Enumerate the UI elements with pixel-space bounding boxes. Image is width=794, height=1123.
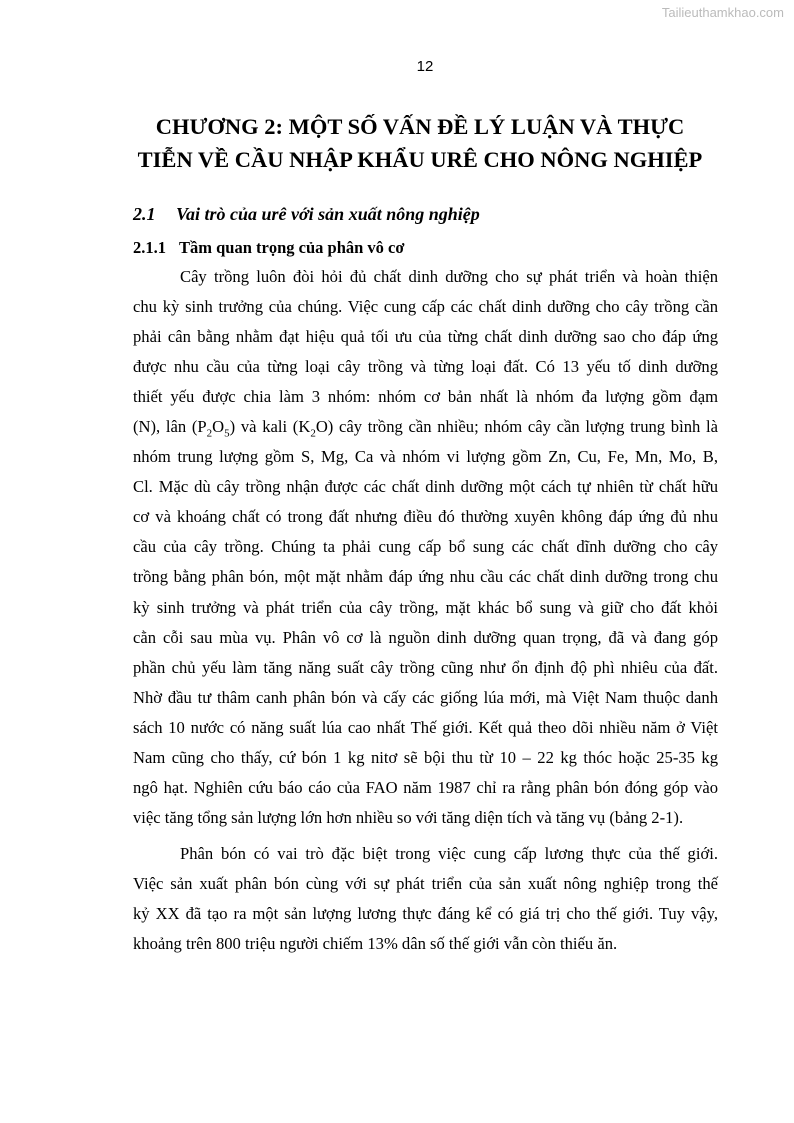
text-line: Nam cũng cho thấy, cứ bón 1 kg nitơ sẽ bội thu từ 10 – 22 kg thóc hoặc 25-35 kg xyxy=(133,747,718,767)
subsection-title: Tầm quan trọng của phân vô cơ xyxy=(179,238,405,257)
section-title: Vai trò của urê với sản xuất nông nghiệp xyxy=(176,204,480,224)
text-line: cơ và khoáng chất có trong đất nhưng điều đó thường xuyên không đáp ứng đủ nhu xyxy=(133,507,718,527)
text-line: phải cân bằng nhằm đạt hiệu quả tối ưu của từng chất dinh dưỡng sao cho đáp ứng xyxy=(133,327,718,347)
subsection-heading xyxy=(133,238,405,258)
chapter-title xyxy=(100,110,740,176)
text-line: việc tăng tổng sản lượng lớn hơn nhiều so với tăng diện tích và tăng vụ (bảng 2-1). xyxy=(133,807,684,827)
text-line: cầu của cây trồng. Chúng ta phải cung cấp bổ sung các chất dĩnh dưỡng cho cây xyxy=(133,537,718,557)
text-line: nhóm trung lượng gồm S, Mg, Ca và nhóm vi lượng gồm Zn, Cu, Fe, Mn, Mo, B, xyxy=(133,447,718,467)
text-line: phần chủ yếu làm tăng năng suất cây trồng cũng như ổn định độ phì nhiêu của đất. xyxy=(133,657,718,677)
text-line: Nhờ đầu tư thâm canh phân bón và cấy các giống lúa mới, mà Việt Nam thuộc danh xyxy=(133,687,718,707)
text-line: trồng bằng phân bón, một mặt nhằm đáp ứng nhu cầu các chất dinh dưỡng trong chu xyxy=(133,567,718,587)
text-line: kỷ XX đã tạo ra một sản lượng lương thực đáng kể có giá trị cho thế giới. Tuy vậy, xyxy=(133,904,718,924)
text-line: (N), lân $(P_2O_5)$ và kali $(K_2O)$ cây trồng cần nhiều; nhóm cây cần lượng trung bình là xyxy=(133,417,718,440)
paragraph-2 xyxy=(133,839,718,959)
text-line: Cây trồng luôn đòi hỏi đủ chất dinh dưỡng cho sự phát triển và hoàn thiện xyxy=(180,267,718,286)
text-line: ngô hạt. Nghiên cứu báo cáo của FAO năm 1987 chỉ ra rằng phân bón đóng góp vào xyxy=(133,777,718,797)
text-line: Việc sản xuất phân bón cùng với sự phát triển của sản xuất nông nghiệp trong thế xyxy=(133,874,718,894)
text-line: Cl. Mặc dù cây trồng nhận được các chất dinh dưỡng một cách tự nhiên từ chất hữu xyxy=(133,477,718,497)
text-line: thiết yếu được chia làm 3 nhóm: nhóm cơ bản nhất là nhóm đa lượng gồm đạm xyxy=(133,387,718,407)
page-number: 12 xyxy=(416,58,434,75)
text-line: cằn cỗi sau mùa vụ. Phân vô cơ là nguồn dinh dưỡng quan trọng, đã và đang góp xyxy=(133,627,718,647)
chapter-title-line: TIỄN VỀ CẦU NHẬP KHẨU URÊ CHO NÔNG NGHIỆP xyxy=(137,147,703,172)
text-line: được nhu cầu của từng loại cây trồng và từng loại đất. Có 13 yếu tố dinh dưỡng xyxy=(133,357,718,377)
text-line: Phân bón có vai trò đặc biệt trong việc cung cấp lương thực của thế giới. xyxy=(180,844,718,863)
paragraph-1 xyxy=(133,262,718,833)
text-line: sách 10 nước có năng suất lúa cao nhất Thế giới. Kết quả theo dõi nhiều năm ở Việt xyxy=(133,717,718,737)
section-number: 2.1 xyxy=(133,204,156,224)
text-line: khoảng trên 800 triệu người chiếm 13% dân số thế giới vẫn còn thiếu ăn. xyxy=(133,934,618,954)
text-line: chu kỳ sinh trưởng của chúng. Việc cung cấp các chất dinh dưỡng cho cây trồng cần xyxy=(133,297,718,317)
text-line: kỳ sinh trưởng và phát triển của cây trồng, mặt khác bổ sung và giữ cho đất khỏi xyxy=(133,597,718,617)
watermark: Tailieuthamkhao.com xyxy=(661,5,784,20)
section-heading xyxy=(133,204,480,225)
subsection-number: 2.1.1 xyxy=(133,238,166,257)
chapter-title-line: CHƯƠNG 2: MỘT SỐ VẤN ĐỀ LÝ LUẬN VÀ THỰC xyxy=(155,114,685,139)
